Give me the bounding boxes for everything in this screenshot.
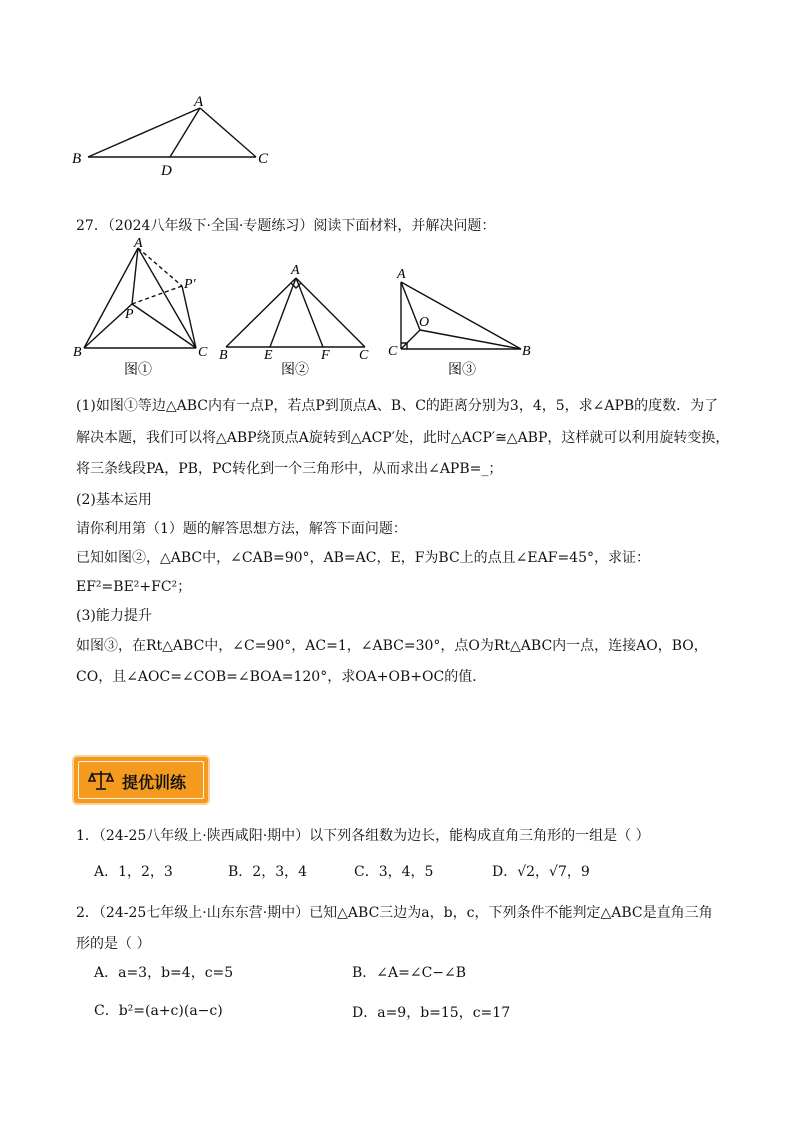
q1-option-c: C．3，4，5 xyxy=(354,864,434,880)
figure-1 xyxy=(70,238,220,383)
fig2-label-c: C xyxy=(359,348,369,363)
q27-part3-line2: CO，且∠AOC=∠COB=∠BOA=120°，求OA+OB+OC的值． xyxy=(76,669,487,685)
q1-option-a: A．1，2，3 xyxy=(94,864,173,880)
figure-triangle-abd xyxy=(60,90,300,185)
fig3-caption: 图③ xyxy=(448,363,476,378)
label-c: C xyxy=(258,151,269,167)
q27-part3-line1: 如图③，在Rt△ABC中，∠C=90°，AC=1，∠ABC=30°，点O为Rt△ABC内一点，连接AO，BO， xyxy=(76,638,708,654)
label-a: A xyxy=(194,94,204,110)
section-title: 提优训练 xyxy=(122,773,187,792)
q27-part2-title: (2)基本运用 xyxy=(76,492,152,508)
q2-option-d: D．a=9，b=15，c=17 xyxy=(352,1005,511,1021)
fig1-label-a: A xyxy=(134,238,143,251)
figure-3 xyxy=(388,262,538,383)
fig3-label-b: B xyxy=(522,344,531,359)
q2-option-b: B．∠A=∠C−∠B xyxy=(352,965,467,981)
section-badge xyxy=(74,757,208,803)
figure-2 xyxy=(215,258,380,383)
q2-stem-line2: 形的是（ ） xyxy=(76,936,151,952)
fig2-label-e: E xyxy=(264,348,273,363)
fig3-label-a: A xyxy=(397,267,406,282)
fig1-label-b: B xyxy=(73,345,82,360)
fig2-label-a: A xyxy=(291,263,300,278)
q27-part2-line3: EF²=BE²+FC²； xyxy=(76,579,192,595)
q27-part2-line1: 请你利用第（1）题的解答思想方法，解答下面问题： xyxy=(76,521,407,537)
q1-option-d: D．√2，√7，9 xyxy=(492,864,590,880)
fig3-label-o: O xyxy=(419,315,430,330)
q2-option-a: A．a=3，b=4，c=5 xyxy=(94,965,234,981)
label-d: D xyxy=(161,163,172,179)
q1-option-b: B．2，3，4 xyxy=(228,864,308,880)
fig2-label-b: B xyxy=(219,348,228,363)
scale-icon xyxy=(88,768,114,792)
q2-stem-line1: 2．（24-25七年级上·山东东营·期中）已知△ABC三边为a，b，c，下列条件不能判定△ABC是直角三角 xyxy=(76,905,713,921)
q27-part1-line1: (1)如图①等边△ABC内有一点P，若点P到顶点A、B、C的距离分别为3，4，5，求∠APB的度数．为了 xyxy=(76,398,719,414)
fig3-label-c: C xyxy=(388,344,398,359)
fig1-label-p2: P′ xyxy=(184,277,196,292)
q1-stem: 1．（24-25八年级上·陕西咸阳·期中）以下列各组数为边长，能构成直角三角形的一组是（ ） xyxy=(76,828,650,844)
q27-part1-line2: 解决本题，我们可以将△ABP绕顶点A旋转到△ACP′处，此时△ACP′≅△ABP，这样就可以利用旋转变换， xyxy=(76,430,730,446)
fig1-label-c: C xyxy=(198,345,208,360)
fig2-label-f: F xyxy=(321,348,330,363)
q27-part3-title: (3)能力提升 xyxy=(76,608,152,624)
label-b: B xyxy=(72,151,82,167)
fig2-caption: 图② xyxy=(281,363,309,378)
fig1-caption: 图① xyxy=(124,363,152,378)
fig1-label-p: P xyxy=(125,307,134,322)
q27-part1-line3: 将三条线段PA，PB，PC转化到一个三角形中，从而求出∠APB=_； xyxy=(76,461,503,477)
q27-part2-line2: 已知如图②，△ABC中，∠CAB=90°，AB=AC，E，F为BC上的点且∠EAF=45°，求证： xyxy=(76,550,650,566)
q2-option-c: C．b²=(a+c)(a−c) xyxy=(94,1003,223,1019)
q27-header: 27．（2024八年级下·全国·专题练习）阅读下面材料，并解决问题： xyxy=(76,218,496,234)
